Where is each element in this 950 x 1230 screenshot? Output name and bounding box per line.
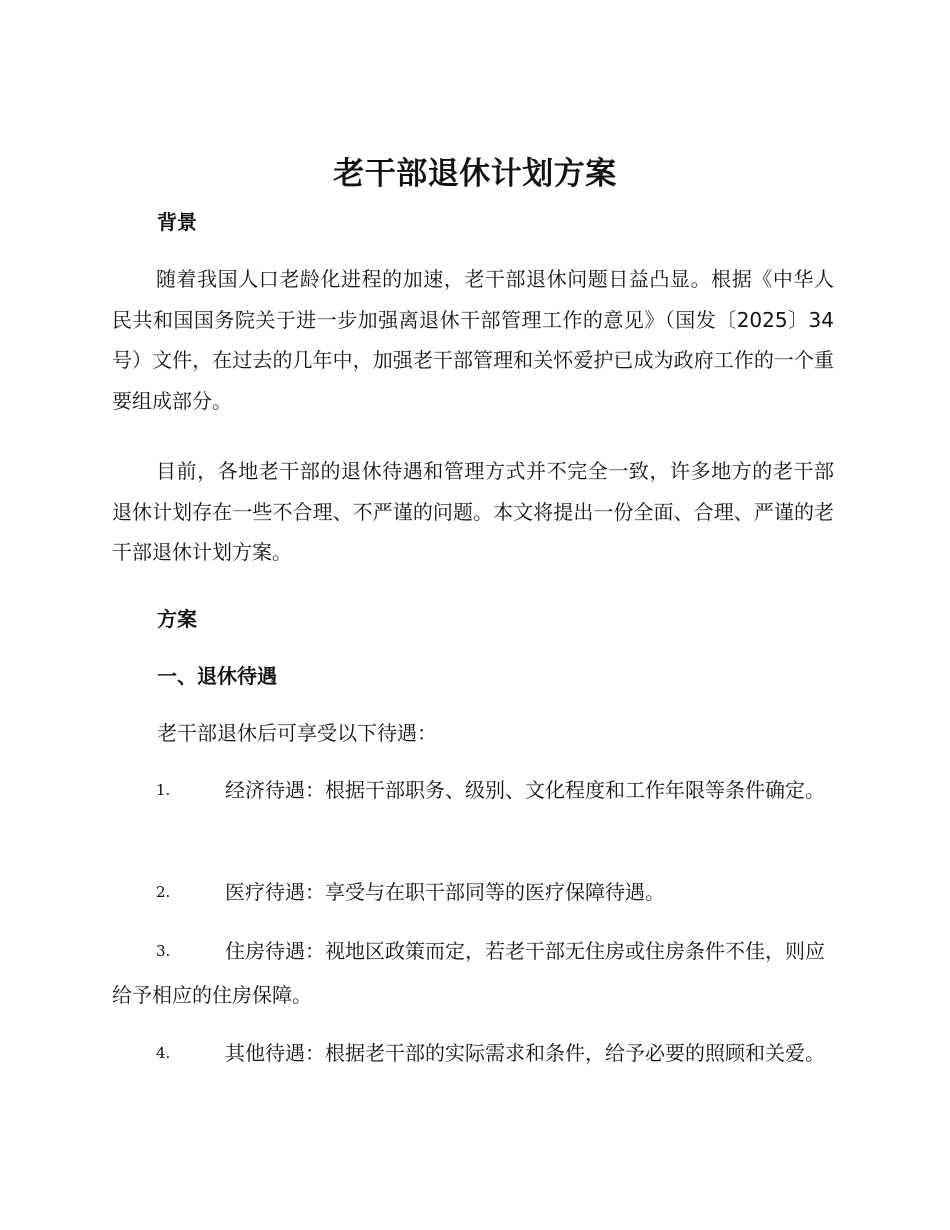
list-item-text: 医疗待遇：享受与在职干部同等的医疗保障待遇。: [225, 880, 665, 904]
list-item-text: 其他待遇：根据老干部的实际需求和条件，给予必要的照顾和关爱。: [225, 1041, 825, 1065]
background-paragraph-2: 目前，各地老干部的退休待遇和管理方式并不完全一致，许多地方的老干部退休计划存在一些不合理、不严谨的问题。本文将提出一份全面、合理、严谨的老干部退休计划方案。: [112, 459, 834, 564]
benefits-intro: 老干部退休后可享受以下待遇：: [157, 721, 437, 745]
list-item: [112, 929, 834, 1017]
list-item-text: 经济待遇：根据干部职务、级别、文化程度和工作年限等条件确定。: [225, 778, 825, 802]
list-item-number: 1.: [156, 781, 171, 799]
document-title: 老干部退休计划方案: [333, 156, 617, 192]
list-item-number: 4.: [156, 1044, 171, 1062]
list-item: [112, 870, 834, 914]
section-heading-benefits: 一、退休待遇: [157, 664, 277, 688]
list-item-text: 住房待遇：视地区政策而定，若老干部无住房或住房条件不佳，则应给予相应的住房保障。: [112, 939, 825, 1007]
list-item-number: 3.: [156, 942, 171, 960]
section-heading-plan: 方案: [157, 607, 197, 631]
list-item: [112, 1031, 834, 1075]
list-item-number: 2.: [156, 883, 171, 901]
list-item: [112, 768, 834, 812]
section-heading-background: 背景: [157, 210, 197, 234]
background-paragraph-1: 随着我国人口老龄化进程的加速，老干部退休问题日益凸显。根据《中华人民共和国国务院关于进一步加强离退休干部管理工作的意见》（国发〔2025〕34号）文件，在过去的几年中，加强老干部管理和关怀爱护已成为政府工作的一个重要组成部分。: [112, 267, 834, 413]
